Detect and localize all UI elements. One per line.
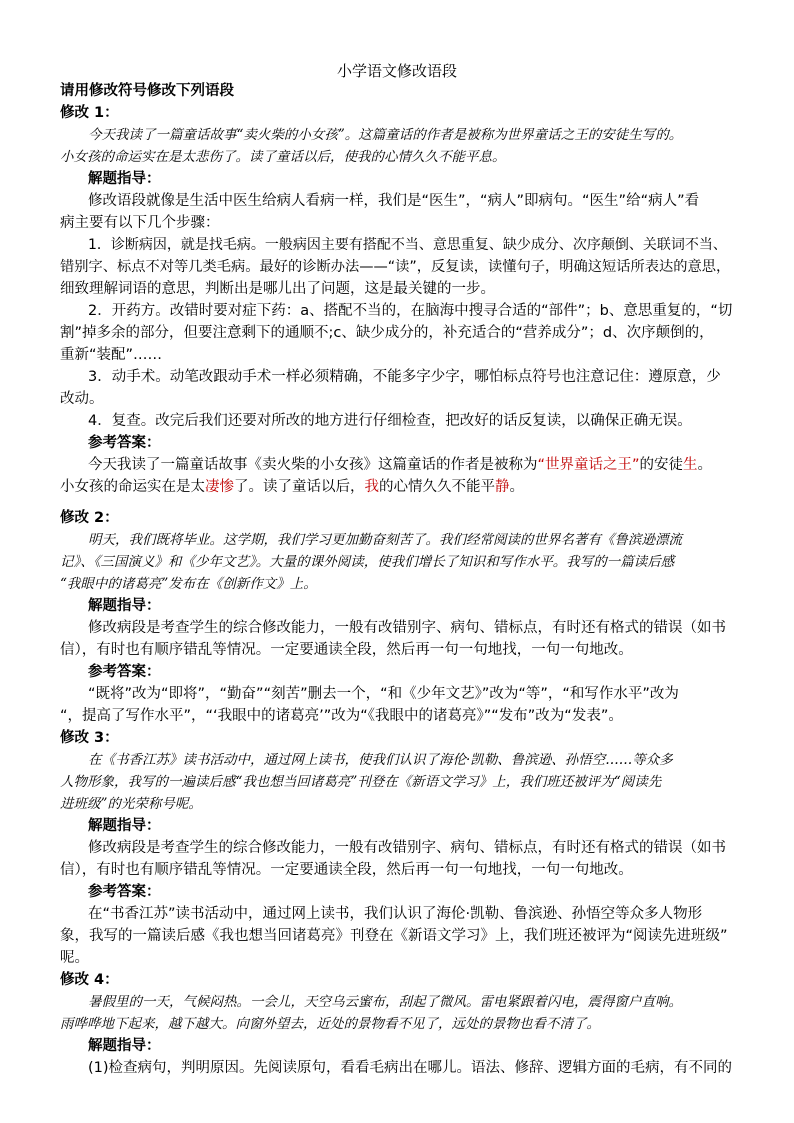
section-2-question-line: 记》、《三国演义》和《少年文艺》。大量的课外阅读，使我们增长了知识和写作水平。我写的一篇读后感: [60, 554, 675, 570]
section-2-answer-line: “，提高了写作水平”，“‘我眼中的诸葛亮’”改为“《我眼中的诸葛亮》”“发布”改为“发表”。: [60, 708, 623, 724]
section-3-question-line: 进班级”的光荣称号呢。: [60, 796, 202, 812]
answer-text: 了。读了童话以后，: [234, 479, 365, 495]
section-1-guide-label: 解题指导：: [88, 171, 161, 187]
answer-text: 的安徒: [639, 457, 684, 473]
section-4-question-line: 暑假里的一天，气候闷热。一会儿，天空乌云蜜布，刮起了微风。雷电紧跟着闪电，震得窗户直响。: [88, 994, 682, 1010]
section-3-guide-line: 修改病段是考查学生的综合修改能力，一般有改错别字、病句、错标点，有时还有格式的错误（如书: [88, 840, 726, 856]
section-1-answer-line: [88, 454, 712, 476]
answer-text: 小女孩的命运实在是太: [60, 479, 205, 495]
section-3-guide-line: 信），有时也有顺序错乱等情况。一定要通读全段，然后再一句一句地找，一句一句地改。: [60, 862, 633, 878]
section-1-guide-line: 4．复查。改完后我们还要对所改的地方进行仔细检查，把改好的话反复读，以确保正确无误。: [88, 413, 692, 429]
section-3-answer-line: 在“书香江苏”读书活动中，通过网上读书，我们认识了海伦·凯勒、鲁滨逊、孙悟空等众多人物形: [88, 906, 703, 922]
section-2-question-line: “我眼中的诸葛亮”发布在《创新作文》上。: [60, 576, 317, 592]
section-1-answer-label: 参考答案：: [88, 435, 161, 451]
section-1-guide-line: 细致理解词语的意思，判断出是哪儿出了问题，这是最关键的一步。: [60, 281, 495, 297]
section-1-question-line: 小女孩的命运实在是太悲伤了。读了童话以后，使我的心情久久不能平息。: [60, 149, 506, 165]
section-3-answer-line: 呢。: [60, 950, 89, 966]
section-1-guide-line: 3．动手术。动笔改跟动手术一样必须精确，不能多字少字，哪怕标点符号也注意记住：遵原意，少: [88, 369, 721, 385]
answer-text: 今天我读了一篇童话故事《卖火柴的小女孩》这篇童话的作者是被称为: [88, 457, 538, 473]
section-2-guide-line: 信），有时也有顺序错乱等情况。一定要通读全段，然后再一句一句地找，一句一句地改。: [60, 642, 633, 658]
section-2-answer-line: “既将”改为“即将”，“勤奋”“刻苦”删去一个，“和《少年文艺》”改为“等”，“和写作水平”改为: [88, 686, 679, 702]
section-2-answer-label: 参考答案：: [88, 664, 161, 680]
section-2-guide-label: 解题指导：: [88, 598, 161, 614]
answer-text: 。: [509, 479, 524, 495]
section-4-heading: 修改 4：: [60, 972, 119, 988]
instruction-heading: 请用修改符号修改下列语段: [60, 83, 234, 99]
section-1-guide-line: 病主要有以下几个步骤：: [60, 215, 220, 231]
section-2-guide-line: 修改病段是考查学生的综合修改能力，一般有改错别字、病句、错标点，有时还有格式的错误（如书: [88, 620, 726, 636]
answer-correction: 生: [683, 457, 698, 473]
section-3-answer-line: 象，我写的一篇读后感《我也想当回诸葛亮》刊登在《新语文学习》上，我们班还被评为“阅读先进班级”: [60, 928, 728, 944]
section-1-answer-line: [60, 476, 524, 498]
answer-correction: 我: [364, 479, 379, 495]
section-1-guide-line: 1．诊断病因，就是找毛病。一般病因主要有搭配不当、意思重复、缺少成分、次序颠倒、关联词不当、: [88, 237, 727, 253]
section-1-guide-line: 重新“装配”……: [60, 347, 163, 363]
section-1-question-line: 今天我读了一篇童话故事“卖火柴的小女孩”。这篇童话的作者是被称为世界童话之王的安徒生写的。: [88, 127, 683, 143]
section-3-question-line: 人物形象，我写的一遍读后感“我也想当回诸葛亮”刊登在《新语文学习》上，我们班还被评为“阅读先: [60, 774, 662, 790]
answer-text: 。: [697, 457, 713, 473]
answer-correction: 静: [495, 479, 510, 495]
section-4-guide-line: (1)检查病句，判明原因。先阅读原句，看看毛病出在哪儿。语法、修辞、逻辑方面的毛病，有不同的: [88, 1060, 733, 1076]
section-1-guide-line: 割”掉多余的部分，但要注意剩下的通顺不;c、缺少成分的，补充适合的“营养成分”；d、次序颠倒的，: [60, 325, 714, 341]
answer-text: 的心情久久不能平: [379, 479, 495, 495]
section-1-guide-line: 错别字、标点不对等几类毛病。最好的诊断办法——“读”，反复读，读懂句子，明确这短话所表达的意思，: [60, 259, 731, 275]
section-3-guide-label: 解题指导：: [88, 818, 161, 834]
answer-correction: 凄惨: [205, 479, 234, 495]
section-3-heading: 修改 3：: [60, 730, 119, 746]
section-3-answer-label: 参考答案：: [88, 884, 161, 900]
answer-correction: “世界童话之王”: [537, 457, 640, 473]
section-1-guide-line: 修改语段就像是生活中医生给病人看病一样，我们是“医生”，“病人”即病句。“医生”给“病人”看: [88, 193, 700, 209]
section-1-guide-line: 2．开药方。改错时要对症下药：a、搭配不当的，在脑海中搜寻合适的“部件”；b、意思重复的，“切: [88, 303, 733, 319]
section-1-heading: 修改 1：: [60, 105, 119, 121]
section-4-question-line: 雨哗哗地下起来，越下越大。向窗外望去，近处的景物看不见了，远处的景物也看不清了。: [60, 1016, 600, 1032]
section-2-question-line: 明天，我们既将毕业。这学期，我们学习更加勤奋刻苦了。我们经常阅读的世界名著有《鲁滨逊漂流: [88, 532, 682, 548]
section-3-question-line: 在《书香江苏》读书活动中，通过网上读书，使我们认识了海伦·凯勒、鲁滨逊、孙悟空……等众多: [88, 752, 673, 768]
section-2-heading: 修改 2：: [60, 510, 119, 526]
page-title: 小学语文修改语段: [336, 62, 457, 80]
section-1-guide-line: 改动。: [60, 391, 104, 407]
section-4-guide-label: 解题指导：: [88, 1038, 161, 1054]
